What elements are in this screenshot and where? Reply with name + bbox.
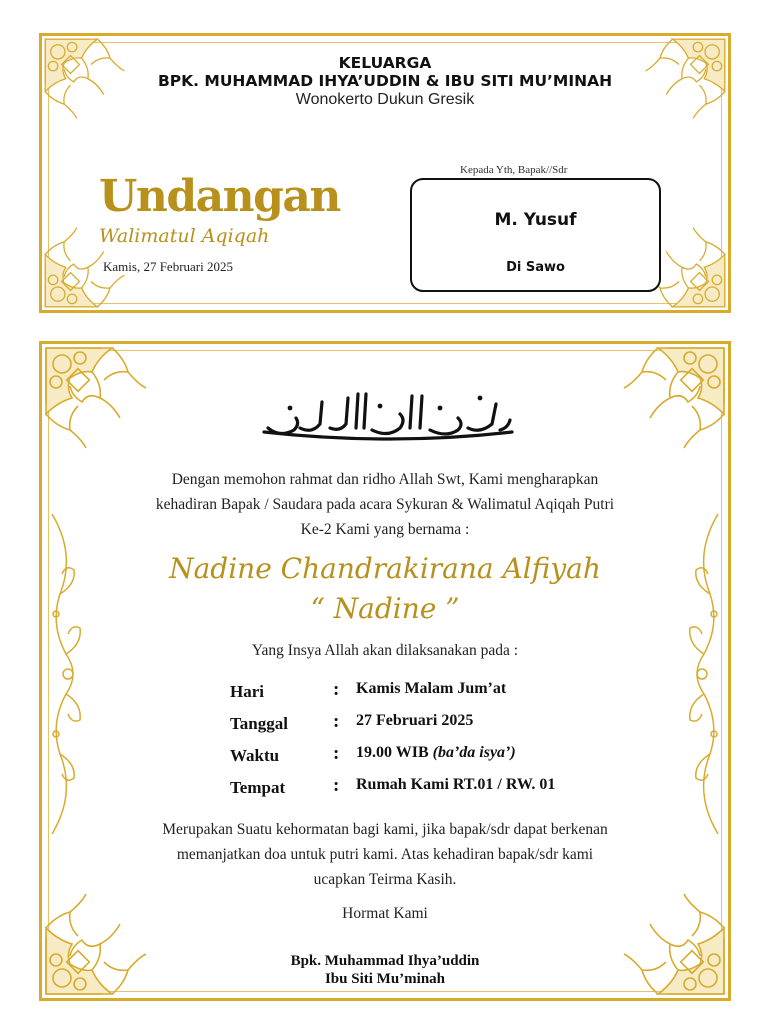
signature-father: Bpk. Muhammad Ihya’uddin bbox=[290, 953, 480, 969]
closing-line: memanjatkan doa untuk putri kami. Atas kehadiran bapak/sdr kami bbox=[176, 846, 594, 863]
family-header bbox=[42, 54, 728, 109]
closing-line: Merupakan Suatu kehormatan bagi kami, jika bapak/sdr dapat berkenan bbox=[162, 821, 608, 838]
event-details bbox=[230, 681, 650, 809]
family-parents-names: BPK. MUHAMMAD IHYA’UDDIN & IBU SITI MU’MINAH bbox=[157, 72, 613, 90]
basmalah-calligraphy-icon bbox=[260, 384, 516, 444]
detail-value bbox=[356, 774, 555, 796]
invitation-title: Undangan bbox=[99, 171, 340, 222]
signature-block bbox=[42, 952, 728, 988]
detail-value bbox=[356, 742, 516, 764]
recipient-place: Di Sawo bbox=[506, 260, 565, 275]
detail-colon: : bbox=[333, 775, 340, 796]
detail-value-text: Rumah Kami RT.01 / RW. 01 bbox=[356, 776, 556, 793]
detail-label: Hari bbox=[230, 682, 264, 701]
detail-value bbox=[356, 678, 506, 700]
detail-row-waktu bbox=[230, 745, 650, 777]
intro-line: Ke-2 Kami yang bernama : bbox=[300, 521, 470, 538]
corner-ornament-icon bbox=[42, 344, 162, 464]
invitation-subtitle: Walimatul Aqiqah bbox=[99, 225, 270, 247]
detail-colon: : bbox=[333, 711, 340, 732]
detail-value-text: 27 Februari 2025 bbox=[356, 712, 474, 729]
closing-paragraph bbox=[102, 817, 668, 892]
invitation-date: Kamis, 27 Februari 2025 bbox=[103, 259, 233, 274]
intro-line: kehadiran Bapak / Saudara pada acara Sykuran & Walimatul Aqiqah Putri bbox=[155, 496, 615, 513]
detail-value-text: Kamis Malam Jum’at bbox=[356, 680, 507, 697]
detail-colon: : bbox=[333, 743, 340, 764]
child-nickname: “ Nadine ” bbox=[310, 592, 460, 625]
family-address: Wonokerto Dukun Gresik bbox=[295, 91, 475, 108]
corner-ornament-icon bbox=[608, 344, 728, 464]
detail-label: Tempat bbox=[230, 778, 286, 797]
recipient-name: M. Yusuf bbox=[494, 210, 577, 230]
schedule-intro: Yang Insya Allah akan dilaksanakan pada : bbox=[251, 642, 519, 659]
detail-row-tanggal bbox=[230, 713, 650, 745]
detail-value-italic: (ba’da isya’) bbox=[432, 744, 516, 761]
detail-value-text: 19.00 WIB bbox=[356, 744, 433, 761]
intro-line: Dengan memohon rahmat dan ridho Allah Swt, Kami mengharapkan bbox=[171, 471, 599, 488]
family-label: KELUARGA bbox=[338, 54, 432, 72]
recipient-label: Kepada Yth, Bapak//Sdr bbox=[460, 164, 568, 176]
detail-label: Waktu bbox=[230, 746, 280, 765]
envelope-header-card bbox=[39, 33, 731, 313]
regards-text: Hormat Kami bbox=[342, 905, 428, 922]
detail-row-tempat bbox=[230, 777, 650, 809]
detail-value bbox=[356, 710, 473, 732]
invitation-body-card bbox=[39, 341, 731, 1001]
closing-line: ucapkan Teirma Kasih. bbox=[313, 871, 457, 888]
intro-paragraph bbox=[102, 467, 668, 542]
recipient-box bbox=[410, 178, 661, 292]
child-full-name: Nadine Chandrakirana Alfiyah bbox=[169, 552, 601, 585]
signature-mother: Ibu Siti Mu’minah bbox=[324, 971, 446, 987]
detail-row-hari bbox=[230, 681, 650, 713]
detail-label: Tanggal bbox=[230, 714, 288, 733]
detail-colon: : bbox=[333, 679, 340, 700]
